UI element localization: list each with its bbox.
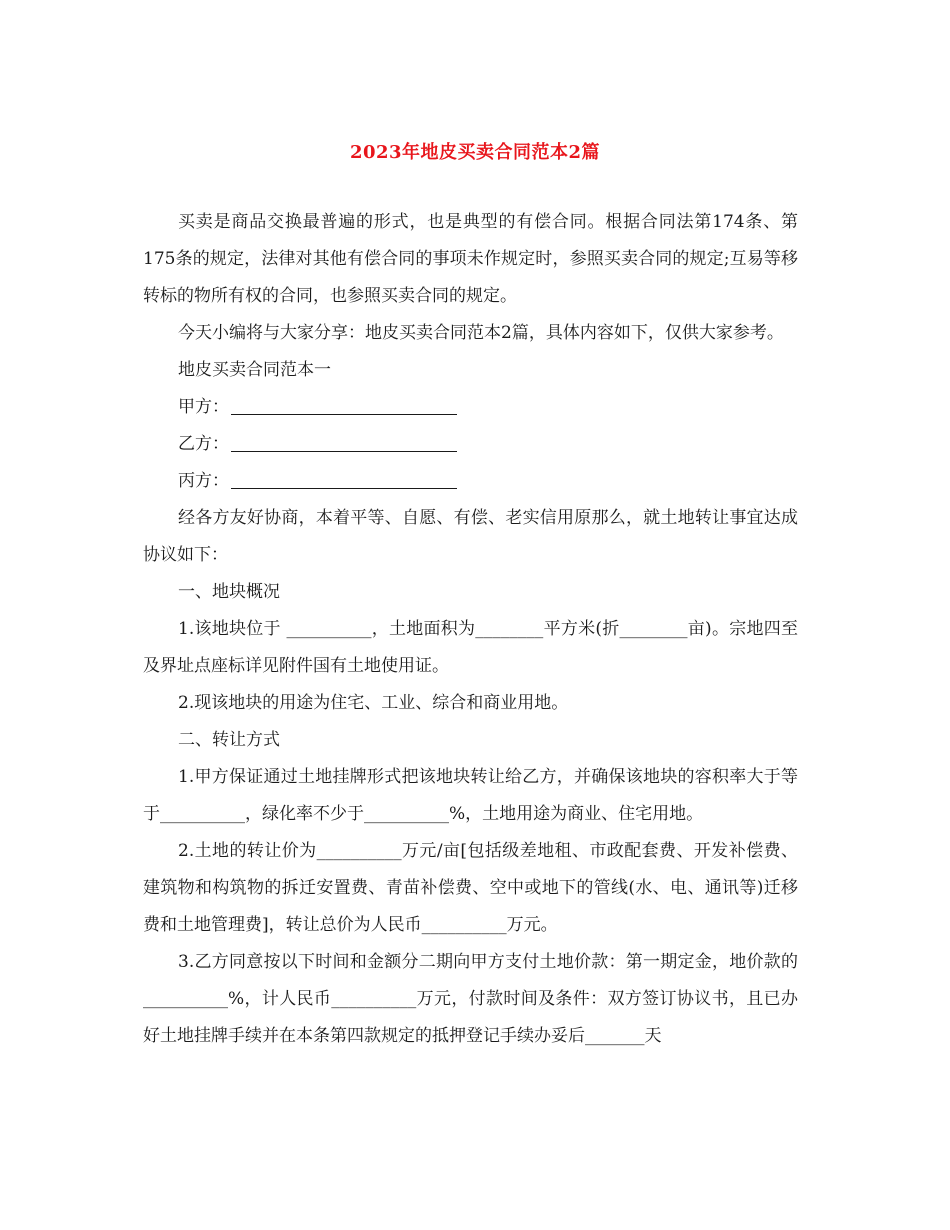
party-c-blank (231, 470, 457, 489)
party-b-label: 乙方： (178, 434, 229, 454)
party-a-line (143, 389, 798, 426)
party-c-label: 丙方： (178, 471, 229, 491)
party-b-line (143, 426, 798, 463)
clause-heading: 二、转让方式 (178, 730, 280, 750)
clause-heading: 一、地块概况 (178, 582, 280, 602)
intro-paragraph: 买卖是商品交换最普遍的形式，也是典型的有偿合同。根据合同法第174条、第175条的规定，法律对其他有偿合同的事项未作规定时，参照买卖合同的规定;互易等移转标的物所有权的合同，也参照买卖合同的规定。 (143, 212, 798, 306)
clause-paragraph: 2.土地的转让价为__________万元/亩[包括级差地租、市政配套费、开发补偿费、建筑物和构筑物的拆迁安置费、青苗补偿费、空中或地下的管线(水、电、通讯等)迁移费和土地管理费]，转让总价为人民币__________万元。 (143, 841, 798, 935)
preamble-paragraph: 经各方友好协商，本着平等、自愿、有偿、老实信用原那么，就土地转让事宜达成协议如下： (143, 508, 798, 565)
document-title: 2023年地皮买卖合同范本2篇 (349, 142, 601, 163)
document-body (143, 204, 798, 1055)
clause-paragraph: 3.乙方同意按以下时间和金额分二期向甲方支付土地价款：第一期定金，地价款的__________%，计人民币__________万元，付款时间及条件：双方签订协议书，且已办好土地挂牌手续并在本条第四款规定的抵押登记手续办妥后_______天 (143, 952, 798, 1046)
party-c-line (143, 463, 798, 500)
intro-paragraph: 今天小编将与大家分享：地皮买卖合同范本2篇，具体内容如下，仅供大家参考。 (178, 323, 784, 343)
party-b-blank (231, 433, 457, 452)
section-title: 地皮买卖合同范本一 (178, 360, 331, 380)
party-a-blank (231, 396, 457, 415)
party-a-label: 甲方： (178, 397, 229, 417)
clause-paragraph: 1.该地块位于 __________，土地面积为________平方米(折________亩)。宗地四至及界址点座标详见附件国有土地使用证。 (143, 619, 798, 676)
clause-paragraph: 1.甲方保证通过土地挂牌形式把该地块转让给乙方，并确保该地块的容积率大于等于__________，绿化率不少于__________%，土地用途为商业、住宅用地。 (143, 767, 798, 824)
clause-paragraph: 2.现该地块的用途为住宅、工业、综合和商业用地。 (178, 693, 569, 713)
